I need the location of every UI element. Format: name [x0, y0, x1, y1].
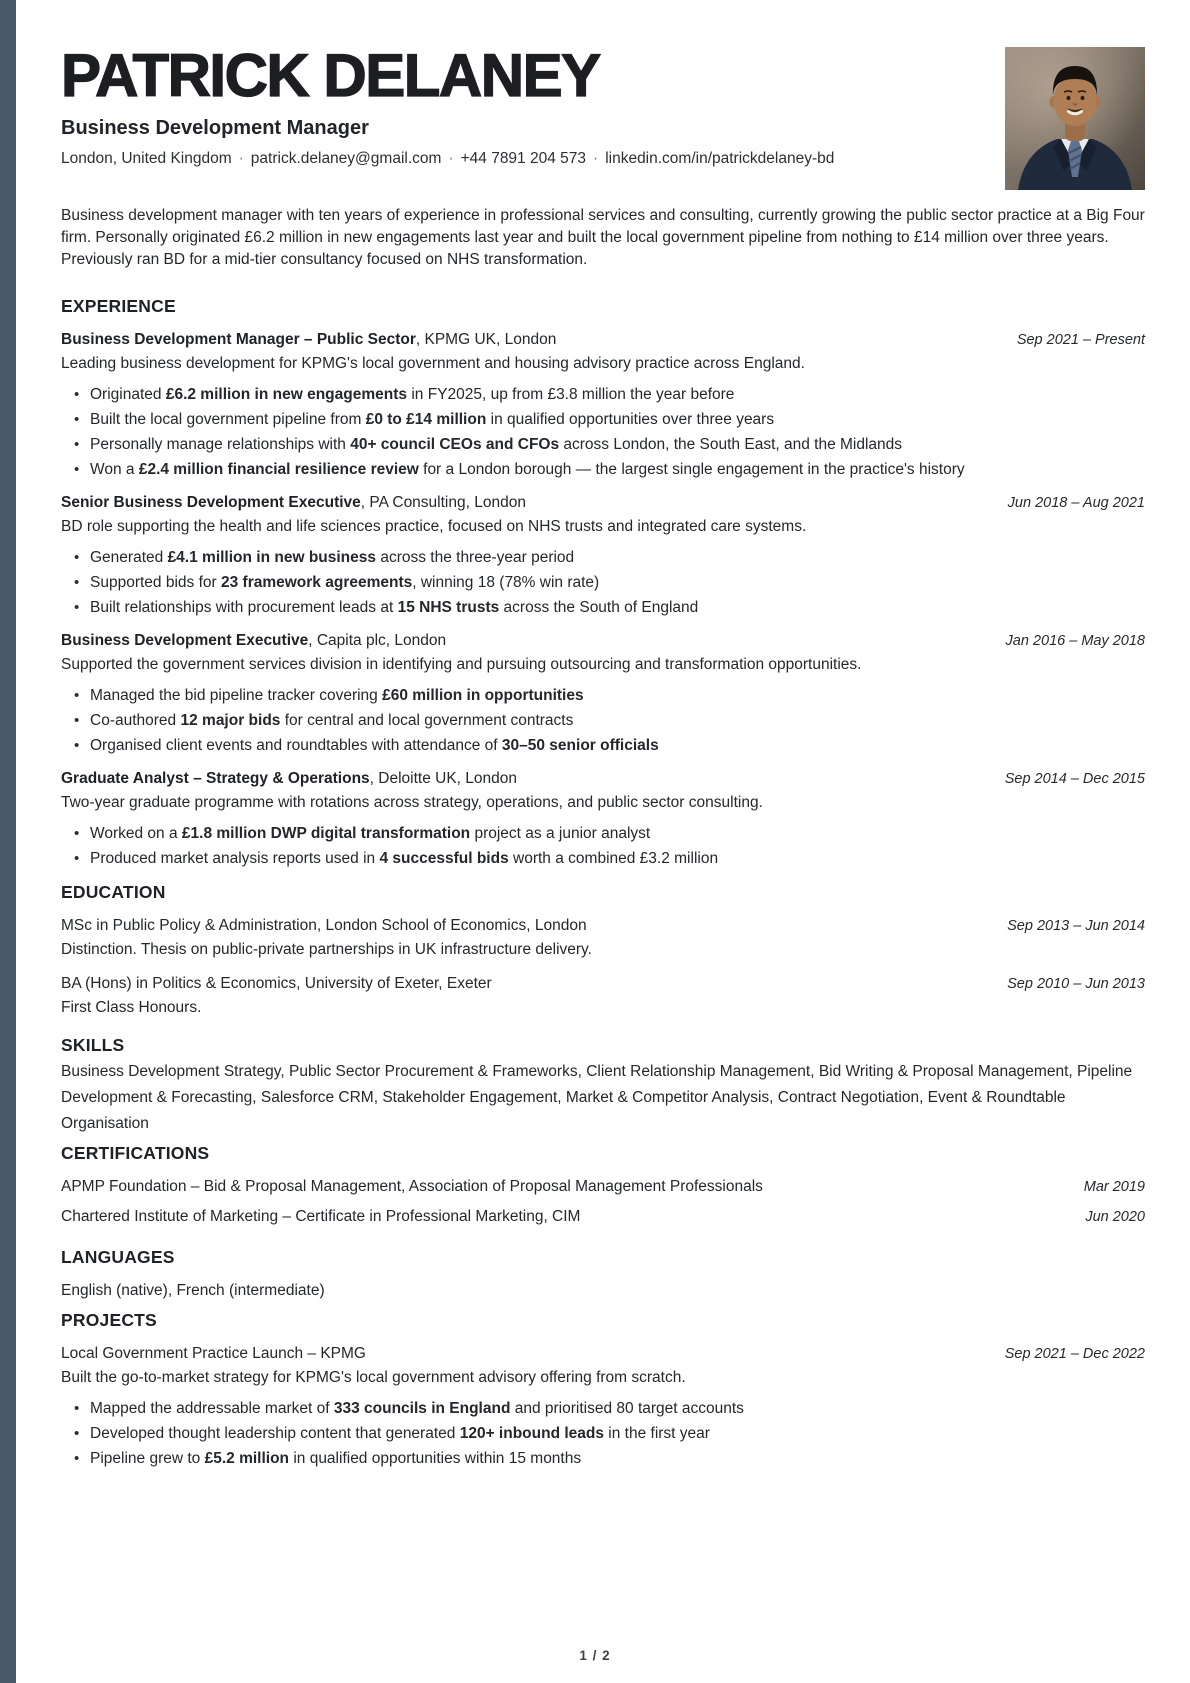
bullet-highlight: 4 successful bids	[379, 850, 509, 867]
bullet-text: Generated	[90, 549, 168, 566]
entry-dates: Sep 2021 – Dec 2022	[1004, 1346, 1145, 1362]
entry-header	[61, 630, 1145, 652]
entry-description: First Class Honours.	[61, 999, 202, 1016]
bullet-text: Personally manage relationships with	[90, 436, 351, 453]
entry-title: Chartered Institute of Marketing – Certificate in Professional Marketing, CIM	[61, 1208, 581, 1225]
entry-dates: Sep 2014 – Dec 2015	[1004, 771, 1145, 787]
headshot-photo-illustration	[1005, 47, 1145, 190]
entry-header	[61, 492, 1145, 514]
bullet-text: Developed thought leadership content that generated	[90, 1425, 460, 1442]
entry-title: BA (Hons) in Politics & Economics, University of Exeter, Exeter	[61, 975, 492, 992]
experience-entries	[61, 329, 1145, 869]
skills-list: Business Development Strategy, Public Sector Procurement & Frameworks, Client Relationship Management, Bid Writing & Proposal Management, Pipeline Development & Forecasting, Salesforce CRM, Stakeholder Engagement, Market & Competitor Analysis, Contract Negotiation, Event & Roundtable Organisation	[61, 1063, 1133, 1132]
bullet-item	[90, 384, 1145, 405]
experience-entry	[61, 329, 1145, 480]
entry-title: APMP Foundation – Bid & Proposal Management, Association of Proposal Management Professionals	[61, 1178, 763, 1195]
entry-header	[61, 1206, 1145, 1228]
certification-entries	[61, 1176, 1145, 1228]
bullet-highlight: 30–50 senior officials	[501, 737, 659, 754]
entry-title	[61, 492, 526, 514]
bullet-highlight: £1.8 million DWP digital transformation	[181, 825, 471, 842]
bullet-list	[61, 384, 1145, 480]
contact-email: patrick.delaney@gmail.com	[250, 150, 442, 167]
bullet-highlight: £6.2 million in new engagements	[165, 386, 408, 403]
bullet-highlight: 333 councils in England	[333, 1400, 511, 1417]
entry-title: MSc in Public Policy & Administration, London School of Economics, London	[61, 917, 587, 934]
bullet-item	[90, 1448, 1145, 1469]
entry-dates: Jun 2020	[1085, 1209, 1145, 1225]
bullet-item	[90, 1423, 1145, 1444]
education-entries	[61, 915, 1145, 1019]
entry-title: Local Government Practice Launch – KPMG	[61, 1345, 366, 1362]
project-entry	[61, 1343, 1145, 1469]
bullet-item	[90, 710, 1145, 731]
project-entries	[61, 1343, 1145, 1469]
entry-header	[61, 915, 1145, 937]
entry-description: Two-year graduate programme with rotations across strategy, operations, and public sector consulting.	[61, 794, 763, 811]
bullet-text: in qualified opportunities over three years	[486, 411, 775, 428]
entry-dates: Sep 2010 – Jun 2013	[1007, 976, 1145, 992]
languages-heading: LANGUAGES	[61, 1247, 175, 1267]
candidate-name: PATRICK DELANEY	[61, 42, 600, 109]
bullet-text: Produced market analysis reports used in	[90, 850, 380, 867]
education-entry	[61, 973, 1145, 1019]
bullet-text: project as a junior analyst	[470, 825, 651, 842]
bullet-text: for a London borough — the largest single engagement in the practice's history	[418, 461, 965, 478]
candidate-job-title: Business Development Manager	[61, 117, 369, 139]
bullet-text: Built relationships with procurement leads at	[90, 599, 398, 616]
entry-description: Built the go-to-market strategy for KPMG's local government advisory offering from scratch.	[61, 1369, 686, 1386]
bullet-item	[90, 848, 1145, 869]
bullet-text: worth a combined £3.2 million	[508, 850, 719, 867]
bullet-text: Mapped the addressable market of	[90, 1400, 334, 1417]
section-education	[61, 881, 1145, 1019]
professional-summary: Business development manager with ten years of experience in professional services and consulting, currently growing the public sector practice at a Big Four firm. Personally originated £6.2 million in new engagements last year and built the local government pipeline from nothing to £14 million over three years. Previously ran BD for a mid-tier consultancy focused on NHS transformation.	[61, 207, 1145, 268]
entry-dates: Sep 2013 – Jun 2014	[1007, 918, 1145, 934]
bullet-text: in FY2025, up from £3.8 million the year before	[407, 386, 735, 403]
contact-separator: ·	[448, 150, 454, 167]
bullet-text: Built the local government pipeline from	[90, 411, 366, 428]
entry-header	[61, 1343, 1145, 1365]
entry-dates: Mar 2019	[1083, 1179, 1145, 1195]
entry-title	[61, 768, 517, 790]
entry-role: Business Development Executive	[61, 632, 309, 649]
entry-description: BD role supporting the health and life sciences practice, focused on NHS trusts and integrated care systems.	[61, 518, 807, 535]
bullet-highlight: 12 major bids	[180, 712, 281, 729]
entry-dates: Jun 2018 – Aug 2021	[1007, 495, 1145, 511]
entry-org-location: , KPMG UK, London	[415, 331, 557, 348]
bullet-text: Co-authored	[90, 712, 181, 729]
entry-description: Supported the government services division in identifying and pursuing outsourcing and transformation opportunities.	[61, 656, 862, 673]
projects-heading: PROJECTS	[61, 1310, 157, 1330]
languages-list: English (native), French (intermediate)	[61, 1282, 325, 1299]
section-projects	[61, 1309, 1145, 1469]
bullet-text: Originated	[90, 386, 166, 403]
bullet-list	[61, 685, 1145, 756]
bullet-item	[90, 597, 1145, 618]
bullet-text: across the three-year period	[376, 549, 575, 566]
bullet-highlight: £4.1 million in new business	[167, 549, 377, 566]
bullet-item	[90, 547, 1145, 568]
page-accent-bar	[0, 0, 16, 1683]
resume-header	[61, 42, 1145, 169]
entry-org-location: , Deloitte UK, London	[369, 770, 517, 787]
contact-line	[61, 149, 1145, 169]
certifications-heading: CERTIFICATIONS	[61, 1143, 210, 1163]
profile-photo	[1005, 47, 1145, 190]
entry-role: Business Development Manager – Public Sector	[61, 331, 416, 348]
entry-role: Graduate Analyst – Strategy & Operations	[61, 770, 370, 787]
bullet-text: Organised client events and roundtables with attendance of	[90, 737, 502, 754]
certification-entry	[61, 1176, 1145, 1198]
entry-title	[61, 329, 556, 351]
bullet-text: in the first year	[603, 1425, 710, 1442]
section-certifications	[61, 1142, 1145, 1228]
entry-header	[61, 973, 1145, 995]
bullet-text: Supported bids for	[90, 574, 221, 591]
resume-page	[16, 0, 1190, 1683]
bullet-text: across the South of England	[499, 599, 699, 616]
entry-header	[61, 1176, 1145, 1198]
section-skills	[61, 1034, 1145, 1137]
entry-role: Senior Business Development Executive	[61, 494, 361, 511]
experience-heading: EXPERIENCE	[61, 296, 176, 316]
entry-org-location: , PA Consulting, London	[360, 494, 526, 511]
bullet-text: , winning 18 (78% win rate)	[412, 574, 600, 591]
certification-entry	[61, 1206, 1145, 1228]
bullet-highlight: 15 NHS trusts	[397, 599, 500, 616]
bullet-list	[61, 547, 1145, 618]
bullet-list	[61, 1398, 1145, 1469]
bullet-text: for central and local government contracts	[280, 712, 574, 729]
experience-entry	[61, 768, 1145, 869]
entry-dates: Sep 2021 – Present	[1016, 332, 1145, 348]
bullet-item	[90, 823, 1145, 844]
bullet-item	[90, 685, 1145, 706]
entry-description: Leading business development for KPMG's local government and housing advisory practice across England.	[61, 355, 805, 372]
bullet-item	[90, 735, 1145, 756]
entry-description: Distinction. Thesis on public-private partnerships in UK infrastructure delivery.	[61, 941, 592, 958]
bullet-text: Worked on a	[90, 825, 182, 842]
bullet-text: across London, the South East, and the Midlands	[559, 436, 903, 453]
entry-header	[61, 329, 1145, 351]
section-languages	[61, 1246, 1145, 1302]
experience-entry	[61, 630, 1145, 756]
bullet-list	[61, 823, 1145, 869]
bullet-highlight: 40+ council CEOs and CFOs	[350, 436, 560, 453]
bullet-text: Managed the bid pipeline tracker covering	[90, 687, 383, 704]
page-number-indicator: 1 / 2	[579, 1648, 611, 1663]
bullet-highlight: 120+ inbound leads	[459, 1425, 604, 1442]
bullet-item	[90, 434, 1145, 455]
contact-phone: +44 7891 204 573	[460, 150, 587, 167]
bullet-item	[90, 572, 1145, 593]
bullet-highlight: 23 framework agreements	[220, 574, 413, 591]
skills-heading: SKILLS	[61, 1035, 125, 1055]
entry-dates: Jan 2016 – May 2018	[1005, 633, 1145, 649]
entry-header	[61, 768, 1145, 790]
bullet-item	[90, 1398, 1145, 1419]
contact-linkedin: linkedin.com/in/patrickdelaney-bd	[605, 150, 835, 167]
bullet-text: Pipeline grew to	[90, 1450, 205, 1467]
education-entry	[61, 915, 1145, 961]
bullet-item	[90, 459, 1145, 480]
entry-title	[61, 630, 446, 652]
contact-location: London, United Kingdom	[61, 150, 232, 167]
entry-org-location: , Capita plc, London	[308, 632, 447, 649]
bullet-item	[90, 409, 1145, 430]
contact-separator: ·	[238, 150, 244, 167]
bullet-highlight: £0 to £14 million	[365, 411, 487, 428]
bullet-text: in qualified opportunities within 15 months	[289, 1450, 582, 1467]
experience-entry	[61, 492, 1145, 618]
bullet-highlight: £60 million in opportunities	[382, 687, 584, 704]
education-heading: EDUCATION	[61, 882, 166, 902]
bullet-text: and prioritised 80 target accounts	[510, 1400, 744, 1417]
bullet-highlight: £2.4 million financial resilience review	[138, 461, 419, 478]
section-experience	[61, 295, 1145, 869]
bullet-text: Won a	[90, 461, 139, 478]
contact-separator: ·	[593, 150, 599, 167]
bullet-highlight: £5.2 million	[204, 1450, 290, 1467]
